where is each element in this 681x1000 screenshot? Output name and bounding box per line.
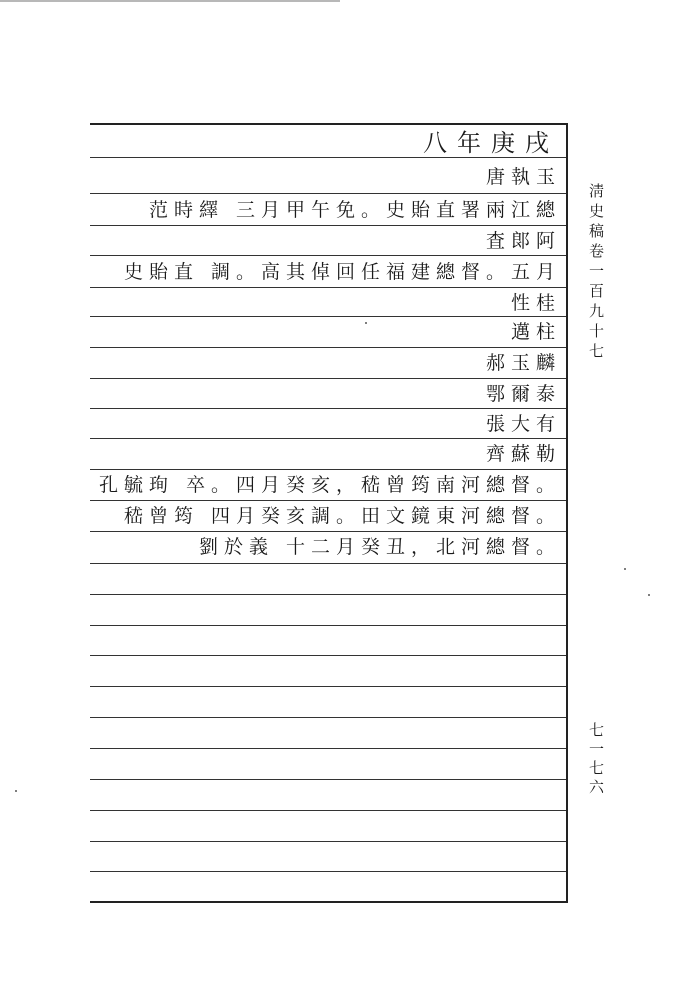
table-row: 孔毓珣 卒。四月癸亥，嵇曾筠南河總督。 [98, 474, 561, 496]
table-row: 査郞阿 [485, 230, 561, 252]
row-divider [90, 316, 566, 317]
table-row: 齊蘇勒 [485, 443, 561, 465]
row-divider [90, 287, 566, 288]
row-divider [90, 871, 566, 872]
page-number: 七一七六 [587, 722, 605, 798]
row-divider [90, 779, 566, 780]
row-divider [90, 193, 566, 194]
scan-speck [15, 790, 17, 792]
table-top-border [90, 123, 567, 125]
running-title: 淸史稿卷一百九十七 [587, 183, 605, 363]
table-bottom-border [90, 901, 567, 903]
row-divider [90, 625, 566, 626]
table-row: 唐執玉 [485, 166, 561, 188]
scan-speck [624, 568, 626, 570]
table-row: 性桂 [510, 292, 561, 314]
row-divider [90, 686, 566, 687]
scan-speck [648, 594, 650, 596]
row-divider [90, 655, 566, 656]
year-heading: 八年庚戌 [423, 129, 559, 157]
scan-speck [365, 322, 367, 324]
table-row: 鄂爾泰 [485, 383, 561, 405]
scan-edge-line [0, 0, 340, 2]
table-row: 郝玉麟 [485, 352, 561, 374]
row-divider [90, 717, 566, 718]
table-row: 范時繹 三月甲午免。史貽直署兩江總 [148, 199, 561, 221]
table-row: 劉於義 十二月癸丑，北河總督。 [198, 536, 561, 558]
row-divider [90, 594, 566, 595]
row-divider [90, 748, 566, 749]
table-row: 邁柱 [510, 321, 561, 343]
table-row: 史貽直 調。高其倬回任福建總督。五月 [123, 261, 561, 283]
table-row: 張大有 [485, 413, 561, 435]
row-divider [90, 810, 566, 811]
table-right-border [566, 123, 568, 903]
table-row: 嵇曾筠 四月癸亥調。田文鏡東河總督。 [123, 505, 561, 527]
row-divider [90, 841, 566, 842]
row-divider [90, 563, 566, 564]
